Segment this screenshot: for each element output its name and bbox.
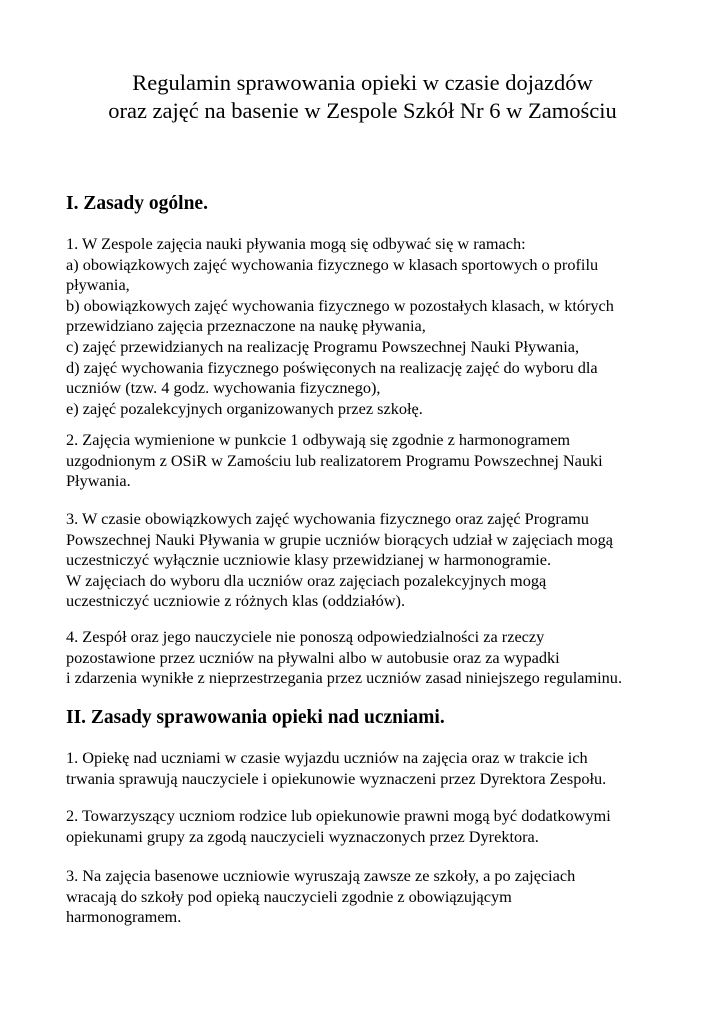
text-line: trwania sprawują nauczyciele i opiekunowie wyznaczeni przez Dyrektora Zespołu. — [66, 768, 607, 788]
section-1-paragraph-4 — [66, 627, 622, 689]
section-2-paragraph-1 — [66, 748, 606, 789]
text-line: i zdarzenia wynikłe z nieprzestrzegania przez uczniów zasad niniejszego regulaminu. — [66, 668, 623, 688]
text-line: 4. Zespół oraz jego nauczyciele nie ponoszą odpowiedzialności za rzeczy — [66, 627, 545, 646]
text-line: b) obowiązkowych zajęć wychowania fizycznego w pozostałych klasach, w których — [66, 295, 614, 315]
text-line: d) zajęć wychowania fizycznego poświęconych na realizację zajęć do wyboru dla — [66, 357, 598, 377]
text-line: pływania, — [66, 275, 130, 295]
text-line: 3. W czasie obowiązkowych zajęć wychowania fizycznego oraz zajęć Programu — [66, 509, 589, 528]
section-2-paragraph-2 — [66, 806, 611, 847]
text-line: e) zajęć pozalekcyjnych organizowanych przez szkołę. — [66, 398, 423, 418]
text-line: c) zajęć przewidzianych na realizację Programu Powszechnej Nauki Pływania, — [66, 336, 580, 356]
text-line: 3. Na zajęcia basenowe uczniowie wyruszają zawsze ze szkoły, a po zajęciach — [66, 866, 576, 885]
section-1-paragraph-2 — [66, 430, 603, 492]
text-line: a) obowiązkowych zajęć wychowania fizycznego w klasach sportowych o profilu — [66, 254, 599, 274]
text-line: 1. Opiekę nad uczniami w czasie wyjazdu uczniów na zajęcia oraz w trakcie ich — [66, 748, 588, 767]
text-line: uczniów (tzw. 4 godz. wychowania fizycznego), — [66, 378, 381, 398]
text-line: harmonogramem. — [66, 907, 182, 927]
text-line: Powszechnej Nauki Pływania w grupie uczniów biorących udział w zajęciach mogą — [66, 529, 614, 549]
text-line: 1. W Zespole zajęcia nauki pływania mogą się odbywać się w ramach: — [66, 234, 526, 253]
text-line: przewidziano zajęcia przeznaczone na naukę pływania, — [66, 316, 426, 336]
section-2-heading: II. Zasady sprawowania opieki nad uczniami. — [66, 707, 445, 728]
section-1-paragraph-1 — [66, 234, 614, 419]
section-1-heading: I. Zasady ogólne. — [66, 193, 208, 214]
title-line-2: oraz zajęć na basenie w Zespole Szkół Nr 6 w Zamościu — [108, 98, 617, 123]
section-1-paragraph-3 — [66, 509, 613, 612]
section-2-paragraph-3 — [66, 866, 575, 928]
text-line: wracają do szkoły pod opieką nauczycieli zgodnie z obowiązującym — [66, 886, 512, 906]
text-line: 2. Towarzyszący uczniom rodzice lub opiekunowie prawni mogą być dodatkowymi — [66, 806, 611, 825]
text-line: pozostawione przez uczniów na pływalni albo w autobusie oraz za wypadki — [66, 647, 560, 667]
text-line: opiekunami grupy za zgodą nauczycieli wyznaczonych przez Dyrektora. — [66, 826, 539, 846]
text-line: uczestniczyć wyłącznie uczniowie klasy przewidzianej w harmonogramie. — [66, 550, 552, 570]
text-line: uczestniczyć uczniowie z różnych klas (oddziałów). — [66, 591, 406, 611]
text-line: Pływania. — [66, 471, 131, 491]
text-line: 2. Zajęcia wymienione w punkcie 1 odbywają się zgodnie z harmonogramem — [66, 430, 571, 449]
text-line: uzgodnionym z OSiR w Zamościu lub realizatorem Programu Powszechnej Nauki — [66, 450, 603, 470]
title-line-1: Regulamin sprawowania opieki w czasie dojazdów — [132, 70, 593, 95]
document-title — [40, 69, 685, 125]
text-line: W zajęciach do wyboru dla uczniów oraz zajęciach pozalekcyjnych mogą — [66, 570, 547, 590]
